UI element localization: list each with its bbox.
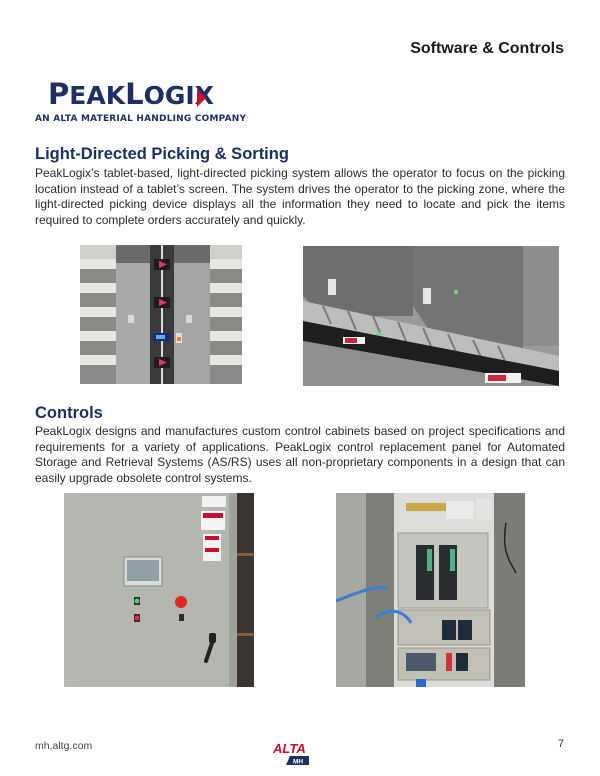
svg-text:ALTA: ALTA [273, 741, 306, 756]
logo-letters: EAK [69, 81, 126, 110]
control-cabinet-closed-photo [64, 493, 254, 687]
logo-letter: L [125, 77, 144, 111]
logo-letters: OGI [143, 81, 195, 110]
control-cabinet-open-photo [336, 493, 525, 687]
svg-text:MH: MH [293, 758, 304, 766]
section-body-picking: PeakLogix’s tablet-based, light-directed picking system allows the operator to focus on the picking location instead of a tablet’s screen. The system drives the operator to the picking zone, where the light-directed picking device displays all the information they need to locate and pick the items required to complete orders accurately and quickly. [35, 166, 565, 227]
logo-tagline: AN ALTA MATERIAL HANDLING COMPANY [35, 114, 247, 124]
logo-wordmark [48, 77, 214, 111]
pick-to-light-rack-photo [80, 245, 242, 384]
section-body-controls: PeakLogix designs and manufactures custom control cabinets based on project specifications and requirements for a variety of applications. PeakLogix control replacement panel for Automated Storage and Retrieval Systems (AS/RS) uses all non-proprietary components in a design that can easily upgrade obsolete control systems. [35, 424, 565, 485]
logo-letter: P [48, 77, 70, 111]
conveyor-totes-photo [303, 246, 559, 386]
section-label: Software & Controls [410, 40, 564, 57]
footer-url[interactable]: mh.altg.com [35, 740, 93, 752]
alta-mh-logo [272, 740, 310, 766]
section-heading-picking: Light-Directed Picking & Sorting [35, 145, 289, 163]
peaklogix-logo [48, 77, 214, 111]
logo-x-arrow-icon: X [194, 81, 214, 110]
section-heading-controls: Controls [35, 404, 103, 422]
alta-logo-icon [272, 740, 310, 766]
page-number: 7 [557, 738, 564, 750]
